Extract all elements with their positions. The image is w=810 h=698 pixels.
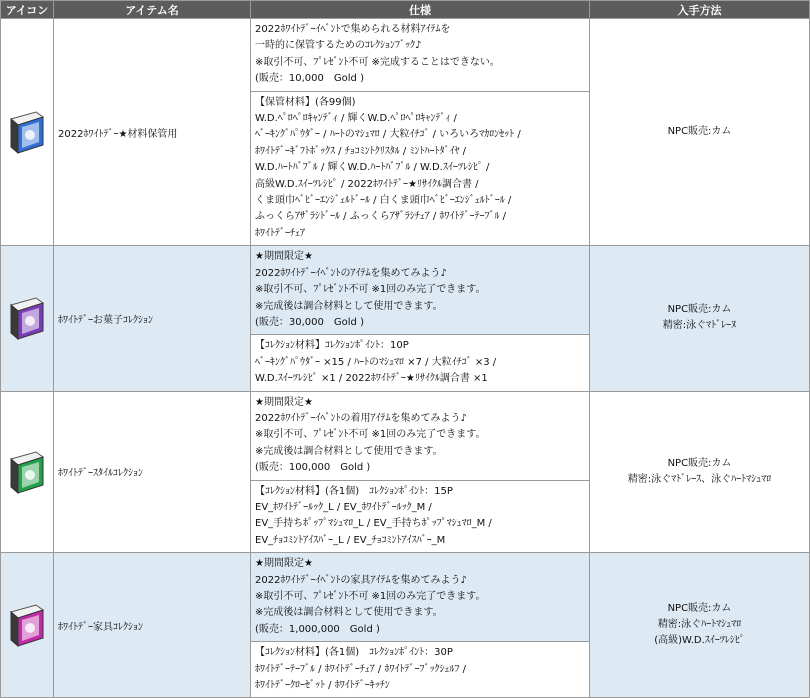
spec-line: (販売：10,000 Gold )	[255, 73, 364, 85]
spec-line: W.D.ｽｲｰﾂﾚｼﾋﾟ ×1 / 2022ﾎﾜｲﾄﾃﾞｰ★ﾘｻｲｸﾙ調合書 ×1	[255, 373, 488, 385]
header-name: アイテム名	[54, 1, 251, 19]
table-row	[1, 553, 810, 642]
source-line: NPC販売:カム	[667, 126, 732, 138]
book-purple-icon	[6, 313, 48, 324]
item-description	[251, 246, 590, 335]
source-line: 精密:泳ぐﾊｰﾄﾏｼｭﾏﾛ	[657, 619, 742, 631]
spec-line: ふっくらｱｻﾞﾗｼﾄﾞｰﾙ / ふっくらｱｻﾞﾗｼﾁｪｱ / ﾎﾜｲﾄﾃﾞｰﾃｰﾌﾞﾙ /	[255, 211, 507, 223]
item-name: ﾎﾜｲﾄﾃﾞｰｽﾀｲﾙｺﾚｸｼｮﾝ	[54, 391, 251, 553]
item-name: ﾎﾜｲﾄﾃﾞｰ家具ｺﾚｸｼｮﾝ	[54, 553, 251, 698]
spec-line: 一時的に保管するためのｺﾚｸｼｮﾝﾌﾞｯｸ♪	[255, 40, 422, 52]
table-row	[1, 391, 810, 480]
spec-line: ※取引不可、ﾌﾟﾚｾﾞﾝﾄ不可 ※完成することはできない。	[255, 56, 500, 68]
spec-line: (販売：30,000 Gold )	[255, 316, 364, 328]
source-line: NPC販売:カム	[667, 457, 732, 469]
spec-line: ﾎﾜｲﾄﾃﾞｰｷﾞﾌﾄﾎﾞｯｸｽ / ﾁｮｺﾐﾝﾄｸﾘｽﾀﾙ / ﾐﾝﾄﾊｰﾄﾀﾞｲﾔ /	[255, 145, 467, 157]
item-source	[590, 19, 810, 246]
spec-line: EV_ﾁｮｺﾐﾝﾄｱｲｽﾊﾞｰ_L / EV_ﾁｮｺﾐﾝﾄｱｲｽﾊﾞｰ_M	[255, 534, 446, 546]
spec-line: ﾎﾜｲﾄﾃﾞｰｸﾛｰｾﾞｯﾄ / ﾎﾜｲﾄﾃﾞｰｷｯﾁﾝ	[255, 680, 390, 692]
item-description	[251, 19, 590, 92]
spec-line: 2022ﾎﾜｲﾄﾃﾞｰｲﾍﾞﾝﾄで集められる材料ｱｲﾃﾑを	[255, 24, 451, 35]
item-materials	[251, 91, 590, 246]
item-materials	[251, 480, 590, 553]
item-source	[590, 553, 810, 698]
table-row	[1, 246, 810, 335]
spec-line: 【ｺﾚｸｼｮﾝ材料】ｺﾚｸｼｮﾝﾎﾟｲﾝﾄ：10P	[255, 340, 409, 352]
spec-line: ★期間限定★	[255, 558, 313, 570]
spec-line: 【ｺﾚｸｼｮﾝ材料】(各1個) ｺﾚｸｼｮﾝﾎﾟｲﾝﾄ：15P	[255, 485, 453, 497]
spec-line: ﾍﾞｰｷﾝｸﾞﾊﾟｳﾀﾞｰ / ﾊｰﾄのﾏｼｭﾏﾛ / 大粒ｲﾁｺﾞ / いろいろﾏｶﾛﾝｾｯﾄ /	[255, 129, 521, 141]
item-source	[590, 246, 810, 391]
spec-line: ※完成後は調合材料として使用できます。	[255, 300, 443, 312]
spec-line: 2022ﾎﾜｲﾄﾃﾞｰｲﾍﾞﾝﾄの家具ｱｲﾃﾑを集めてみよう♪	[255, 574, 467, 586]
spec-line: W.D.ﾊｰﾄﾊﾞﾌﾞﾙ / 輝くW.D.ﾊｰﾄﾊﾞﾌﾞﾙ / W.D.ｽｲｰﾂﾚｼﾋﾟ /	[255, 162, 490, 174]
spec-line: ★期間限定★	[255, 396, 313, 408]
spec-line: ﾍﾞｰｷﾝｸﾞﾊﾟｳﾀﾞｰ ×15 / ﾊｰﾄのﾏｼｭﾏﾛ ×7 / 大粒ｲﾁｺﾞ ×3 /	[255, 356, 497, 368]
source-line: NPC販売:カム	[667, 603, 732, 615]
spec-line: (販売：1,000,000 Gold )	[255, 623, 380, 635]
item-icon-cell	[1, 246, 54, 391]
spec-line: 2022ﾎﾜｲﾄﾃﾞｰｲﾍﾞﾝﾄの着用ｱｲﾃﾑを集めてみよう♪	[255, 412, 467, 424]
item-source	[590, 391, 810, 553]
header-source: 入手方法	[590, 1, 810, 19]
spec-line: 2022ﾎﾜｲﾄﾃﾞｰｲﾍﾞﾝﾄのｱｲﾃﾑを集めてみよう♪	[255, 267, 447, 279]
header-icon: アイコン	[1, 1, 54, 19]
spec-line: ※完成後は調合材料として使用できます。	[255, 445, 443, 457]
spec-line: ﾎﾜｲﾄﾃﾞｰﾃｰﾌﾞﾙ / ﾎﾜｲﾄﾃﾞｰﾁｪｱ / ﾎﾜｲﾄﾃﾞｰﾌﾞｯｸｼｪﾙﾌ /	[255, 663, 467, 675]
book-magenta-icon	[6, 620, 48, 631]
header-row	[1, 1, 810, 19]
item-description	[251, 553, 590, 642]
spec-line: ﾎﾜｲﾄﾃﾞｰﾁｪｱ	[255, 227, 305, 239]
item-icon-cell	[1, 391, 54, 553]
spec-line: 高級W.D.ｽｲｰﾂﾚｼﾋﾟ / 2022ﾎﾜｲﾄﾃﾞｰ★ﾘｻｲｸﾙ調合書 /	[255, 178, 479, 190]
spec-line: ※取引不可、ﾌﾟﾚｾﾞﾝﾄ不可 ※1回のみ完了できます。	[255, 284, 486, 296]
spec-line: ※完成後は調合材料として使用できます。	[255, 607, 443, 619]
spec-line: くま頭巾ﾍﾞﾋﾞｰｴﾝｼﾞｪﾙﾄﾞｰﾙ / 白くま頭巾ﾍﾞﾋﾞｰｴﾝｼﾞｪﾙﾄﾞｰﾙ /	[255, 195, 512, 207]
item-materials	[251, 642, 590, 698]
spec-line: EV_ﾎﾜｲﾄﾃﾞｰﾙｯｸ_L / EV_ﾎﾜｲﾄﾃﾞｰﾙｯｸ_M /	[255, 501, 432, 513]
book-green-icon	[6, 467, 48, 478]
spec-line: W.D.ﾍﾟﾛﾍﾟﾛｷｬﾝﾃﾞｨ / 輝くW.D.ﾍﾟﾛﾍﾟﾛｷｬﾝﾃﾞｨ /	[255, 113, 457, 125]
item-icon-cell	[1, 19, 54, 246]
spec-line: ★期間限定★	[255, 251, 313, 263]
item-name: ﾎﾜｲﾄﾃﾞｰお菓子ｺﾚｸｼｮﾝ	[54, 246, 251, 391]
header-spec: 仕様	[251, 1, 590, 19]
item-description	[251, 391, 590, 480]
spec-line: 【保管材料】(各99個)	[255, 96, 356, 108]
source-line: NPC販売:カム	[667, 304, 732, 316]
table-row	[1, 19, 810, 92]
book-blue-icon	[6, 127, 48, 138]
spec-line: 【ｺﾚｸｼｮﾝ材料】(各1個) ｺﾚｸｼｮﾝﾎﾟｲﾝﾄ：30P	[255, 647, 453, 659]
spec-line: ※取引不可、ﾌﾟﾚｾﾞﾝﾄ不可 ※1回のみ完了できます。	[255, 591, 486, 602]
item-materials	[251, 335, 590, 391]
source-line: 精密:泳ぐﾏﾄﾞﾚｰﾇ	[662, 320, 737, 332]
item-icon-cell	[1, 553, 54, 698]
spec-line: ※取引不可、ﾌﾟﾚｾﾞﾝﾄ不可 ※1回のみ完了できます。	[255, 429, 486, 441]
source-line: 精密:泳ぐﾏﾄﾞﾚｰｽ、泳ぐﾊｰﾄﾏｼｭﾏﾛ	[627, 473, 772, 485]
item-name: 2022ﾎﾜｲﾄﾃﾞｰ★材料保管用	[54, 19, 251, 246]
spec-line: (販売：100,000 Gold )	[255, 462, 371, 474]
source-line: (高級)W.D.ｽｲｰﾂﾚｼﾋﾟ	[654, 635, 745, 647]
spec-line: EV_手持ちﾎﾟｯﾌﾟﾏｼｭﾏﾛ_L / EV_手持ちﾎﾟｯﾌﾟﾏｼｭﾏﾛ_M /	[255, 518, 492, 530]
